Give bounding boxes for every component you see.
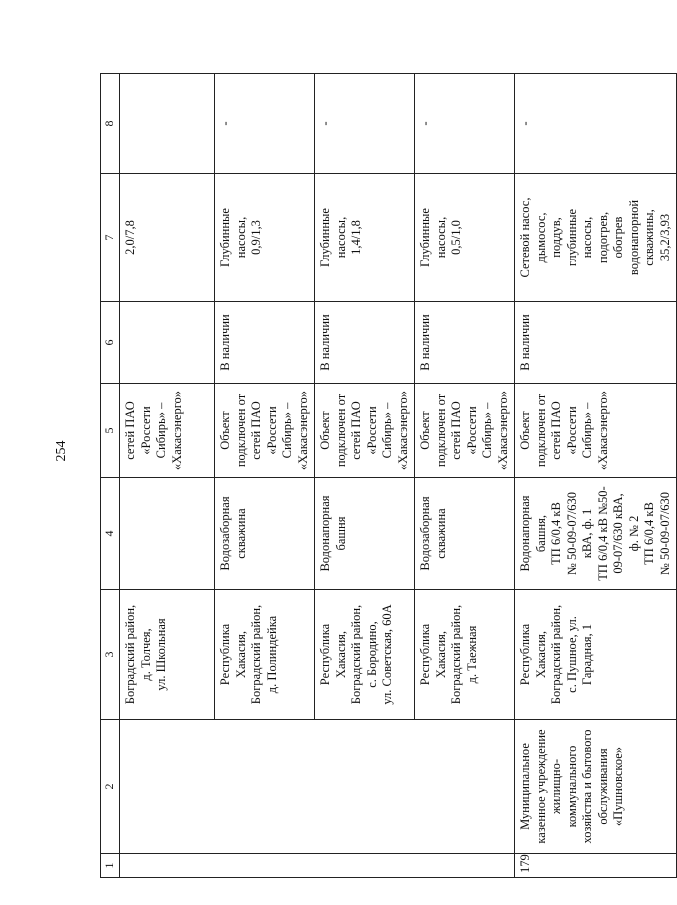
page-number: 254 [54, 440, 69, 462]
table-container [100, 74, 672, 878]
cell-number: 179 [515, 854, 677, 878]
cell-equipment: 2,0/7,8 [120, 174, 215, 302]
cell-reserve: В наличии [215, 302, 315, 384]
cell-equipment: Глубинные насосы, 0,9/1,3 [215, 174, 315, 302]
table-row [120, 74, 215, 878]
cell-notes: - [215, 74, 315, 174]
cell-number [315, 854, 415, 878]
cell-address: Республика Хакасия, Боградский район, д. Таежная [415, 590, 515, 720]
table-row [515, 74, 677, 878]
cell-equipment: Глубинные насосы, 0,5/1,0 [415, 174, 515, 302]
cell-organization [215, 720, 315, 854]
data-table [100, 73, 677, 878]
cell-organization [315, 720, 415, 854]
cell-power-source: Объект подключен от сетей ПАО «Россети Сибирь» – «Хакасэнерго» [515, 384, 677, 478]
header-cell-4: 4 [101, 478, 120, 590]
header-cell-2: 2 [101, 720, 120, 854]
cell-reserve: В наличии [415, 302, 515, 384]
cell-notes: - [315, 74, 415, 174]
cell-power-source: Объект подключен от сетей ПАО «Россети Сибирь» – «Хакасэнерго» [215, 384, 315, 478]
cell-object: Водозаборная скважина [415, 478, 515, 590]
cell-organization [415, 720, 515, 854]
cell-reserve: В наличии [515, 302, 677, 384]
cell-organization: Муниципальное казенное учреждение жилищно- коммунального хозяйства и бытового обслуживания «Пушновское» [515, 720, 677, 854]
header-cell-1: 1 [101, 854, 120, 878]
header-cell-8: 8 [101, 74, 120, 174]
cell-address: Республика Хакасия, Боградский район, д. Полиндейка [215, 590, 315, 720]
cell-power-source: сетей ПАО «Россети Сибирь» – «Хакасэнерго» [120, 384, 215, 478]
cell-address: Республика Хакасия, Боградский район, с. Бородино, ул. Советская, 60А [315, 590, 415, 720]
cell-equipment: Глубинные насосы, 1,4/1,8 [315, 174, 415, 302]
cell-organization [120, 720, 215, 854]
rotated-table-wrapper [100, 74, 672, 878]
table-row [415, 74, 515, 878]
cell-power-source: Объект подключен от сетей ПАО «Россети Сибирь» – «Хакасэнерго» [315, 384, 415, 478]
header-cell-5: 5 [101, 384, 120, 478]
cell-number [215, 854, 315, 878]
header-row [101, 74, 120, 878]
cell-power-source: Объект подключен от сетей ПАО «Россети Сибирь» – «Хакасэнерго» [415, 384, 515, 478]
cell-equipment: Сетевой насос, дымосос, поддув, глубинные насосы, подогрев, обогрев водонапорной скважины, 35,2/3,93 [515, 174, 677, 302]
cell-address: Республика Хакасия, Боградский район, с. Пушное, ул. Гарадная, 1 [515, 590, 677, 720]
cell-notes: - [415, 74, 515, 174]
cell-object: Водонапорная башня, ТП 6/0,4 кВ № 50-09-07/630 кВА, ф. 1 ТП 6/0,4 кВ №50- 09-07/630 кВА, ф. № 2 ТП 6/0,4 кВ № 50-09-07/630 [515, 478, 677, 590]
header-cell-7: 7 [101, 174, 120, 302]
cell-number [415, 854, 515, 878]
cell-object: Водозаборная скважина [215, 478, 315, 590]
header-cell-6: 6 [101, 302, 120, 384]
header-cell-3: 3 [101, 590, 120, 720]
cell-reserve: В наличии [315, 302, 415, 384]
cell-notes [120, 74, 215, 174]
cell-notes: - [515, 74, 677, 174]
table-row [215, 74, 315, 878]
cell-object [120, 478, 215, 590]
cell-number [120, 854, 215, 878]
cell-address: Боградский район, д. Толчея, ул. Школьная [120, 590, 215, 720]
cell-reserve [120, 302, 215, 384]
table-row [315, 74, 415, 878]
cell-object: Водонапорная башня [315, 478, 415, 590]
